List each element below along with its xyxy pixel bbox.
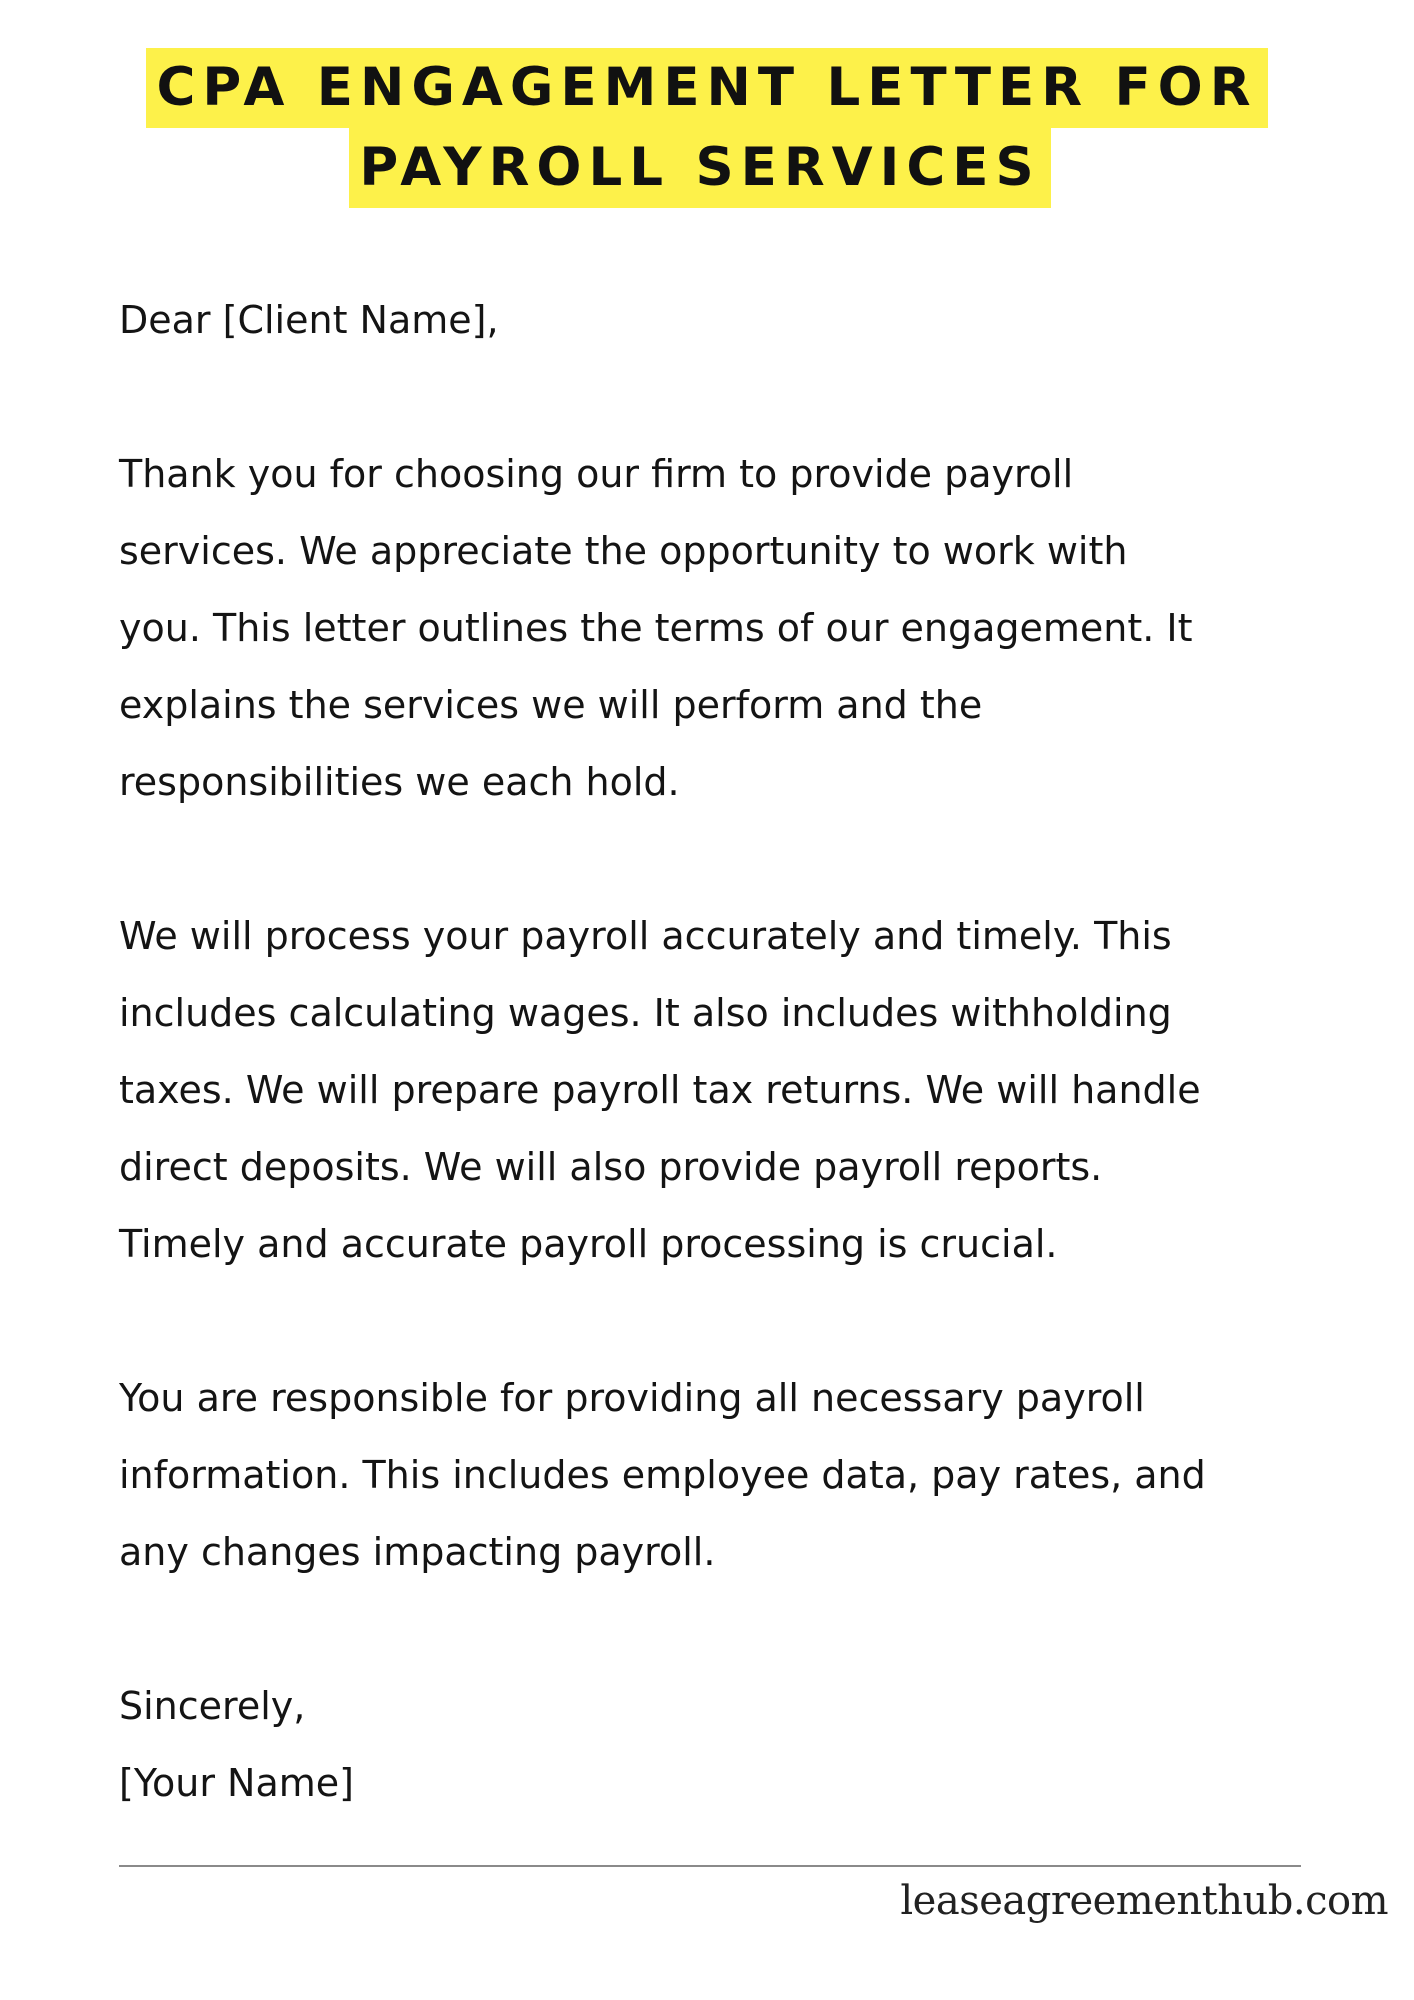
title-line-2: PAYROLL SERVICES	[349, 128, 1050, 208]
paragraph-line: information. This includes employee data, pay rates, and	[119, 1453, 1206, 1497]
paragraph-responsibilities	[119, 1360, 1349, 1591]
paragraph-intro	[119, 436, 1349, 821]
footer-website: leaseagreementhub.com	[900, 1878, 1388, 1924]
paragraph-line: responsibilities we each hold.	[119, 760, 680, 804]
closing: Sincerely,	[119, 1684, 306, 1728]
paragraph-line: explains the services we will perform and the	[119, 683, 983, 727]
signature-block	[119, 1668, 1349, 1822]
paragraph-line: includes calculating wages. It also includes withholding	[119, 991, 1172, 1035]
paragraph-line: taxes. We will prepare payroll tax returns. We will handle	[119, 1068, 1201, 1112]
signature-name: [Your Name]	[119, 1761, 354, 1805]
paragraph-line: You are responsible for providing all necessary payroll	[119, 1376, 1145, 1420]
paragraph-line: direct deposits. We will also provide payroll reports.	[119, 1145, 1103, 1189]
document-title	[0, 48, 1414, 208]
paragraph-line: any changes impacting payroll.	[119, 1530, 716, 1574]
paragraph-line: you. This letter outlines the terms of our engagement. It	[119, 606, 1193, 650]
paragraph-services	[119, 898, 1349, 1283]
title-line-1: CPA ENGAGEMENT LETTER FOR	[146, 48, 1267, 128]
salutation: Dear [Client Name],	[119, 298, 499, 342]
paragraph-line: We will process your payroll accurately and timely. This	[119, 914, 1172, 958]
paragraph-line: Timely and accurate payroll processing is crucial.	[119, 1222, 1058, 1266]
footer-divider	[119, 1865, 1301, 1867]
paragraph-line: services. We appreciate the opportunity to work with	[119, 529, 1128, 573]
letter-body	[119, 282, 1349, 1822]
paragraph-line: Thank you for choosing our firm to provide payroll	[119, 452, 1074, 496]
